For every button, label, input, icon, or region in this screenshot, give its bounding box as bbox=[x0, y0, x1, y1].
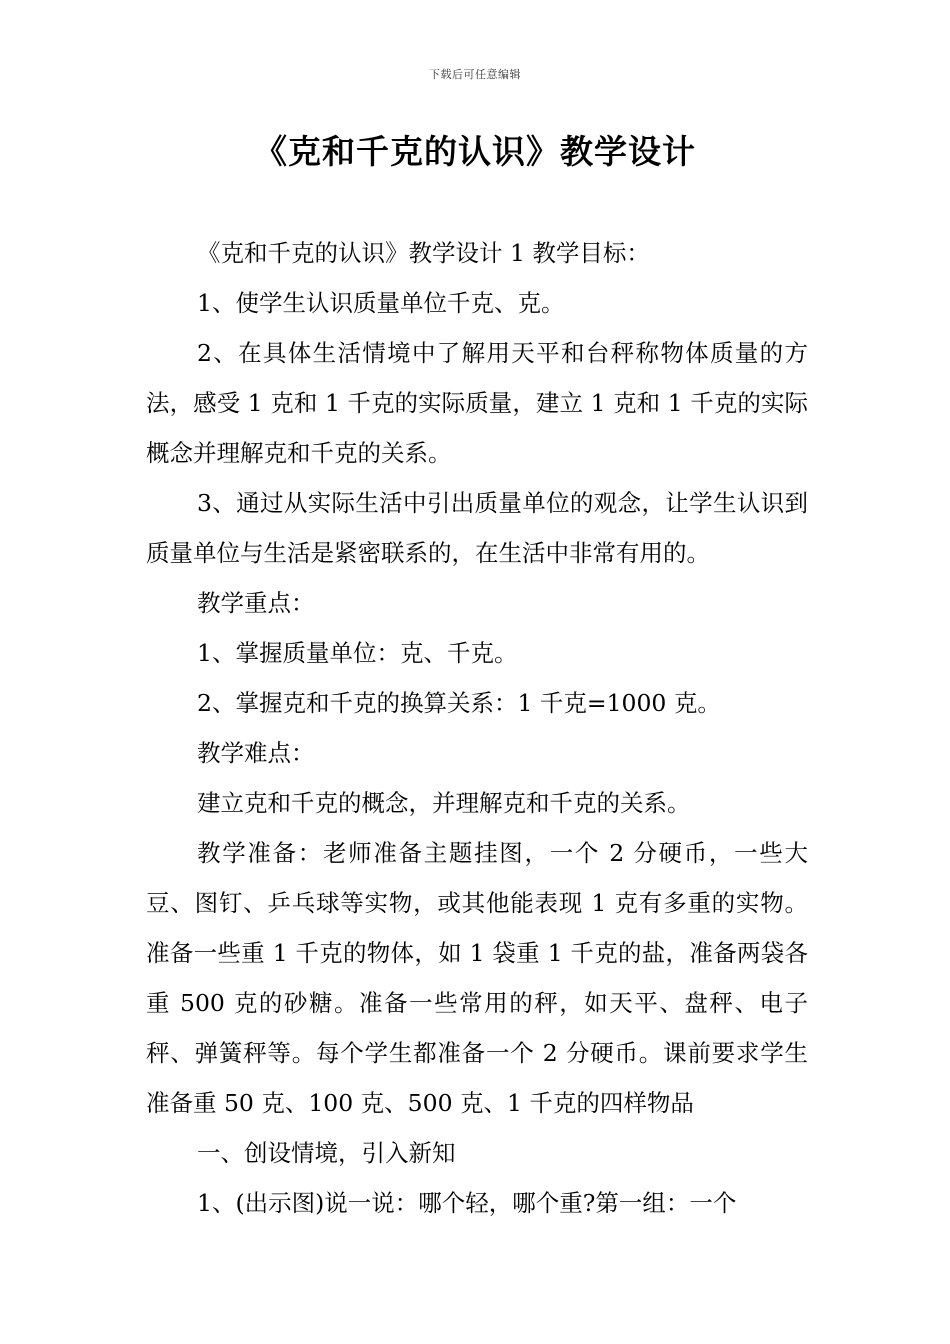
paragraph-key-point-2: 2、掌握克和千克的换算关系：1 千克=1000 克。 bbox=[197, 689, 721, 717]
paragraph-activity-1: 1、(出示图)说一说：哪个轻，哪个重?第一组：一个 bbox=[197, 1189, 737, 1217]
document-body bbox=[146, 228, 808, 1228]
paragraph-difficulty: 建立克和千克的概念，并理解克和千克的关系。 bbox=[197, 789, 691, 817]
paragraph-goal-1: 1、使学生认识质量单位千克、克。 bbox=[197, 289, 565, 317]
paragraph-goal-2: 2、在具体生活情境中了解用天平和台秤称物体质量的方法，感受 1 克和 1 千克的实际质量，建立 1 克和 1 千克的实际概念并理解克和千克的关系。 bbox=[146, 339, 808, 467]
heading-difficulties: 教学难点： bbox=[197, 739, 315, 767]
heading-key-points: 教学重点： bbox=[197, 589, 315, 617]
header-note: 下载后可任意编辑 bbox=[429, 68, 521, 81]
paragraph-key-point-1: 1、掌握质量单位：克、千克。 bbox=[197, 639, 518, 667]
document-title: 《克和千克的认识》教学设计 bbox=[254, 132, 696, 171]
heading-section-1: 一、创设情境，引入新知 bbox=[197, 1139, 456, 1167]
paragraph-preparation: 教学准备：老师准备主题挂图，一个 2 分硬币，一些大豆、图钉、乒乓球等实物，或其他能表现 1 克有多重的实物。准备一些重 1 千克的物体，如 1 袋重 1 千克的盐，准备两袋各重 500 克的砂糖。准备一些常用的秤，如天平、盘秤、电子秤、弹簧秤等。每个学生都准备一个 2 分硬币。课前要求学生准备重 50 克、100 克、500 克、1 千克的四样物品 bbox=[146, 839, 808, 1117]
paragraph-intro: 《克和千克的认识》教学设计 1 教学目标： bbox=[197, 239, 650, 267]
paragraph-goal-3: 3、通过从实际生活中引出质量单位的观念，让学生认识到质量单位与生活是紧密联系的，在生活中非常有用的。 bbox=[146, 489, 808, 567]
